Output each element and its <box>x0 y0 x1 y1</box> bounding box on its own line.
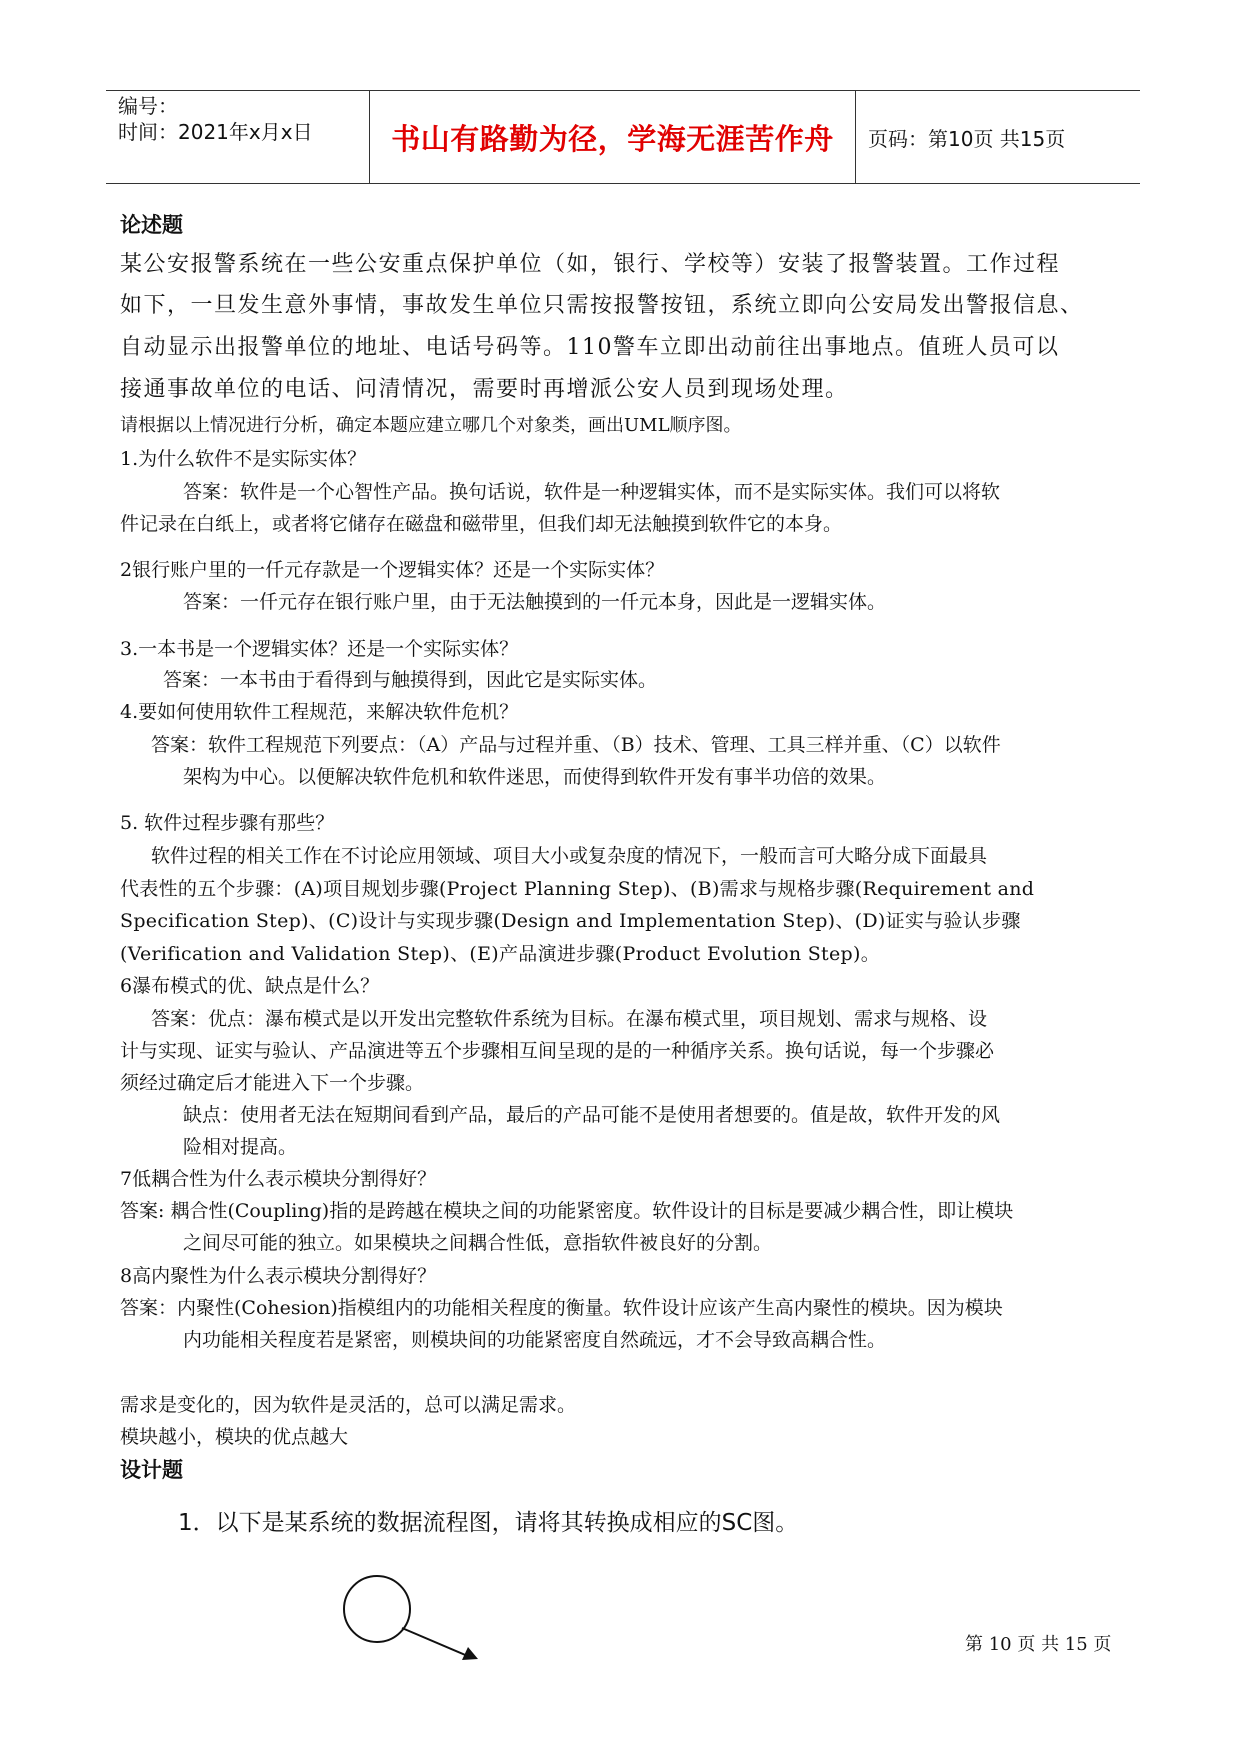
answer-line: 软件过程的相关工作在不讨论应用领域、项目大小或复杂度的情况下，一般而言可大略分成下面最具 <box>151 845 988 867</box>
dfd-fragment <box>340 1570 490 1660</box>
number-label: 编号： <box>118 94 178 118</box>
answer-line: 须经过确定后才能进入下一个步骤。 <box>120 1072 425 1094</box>
section-title-design: 设计题 <box>120 1458 183 1482</box>
answer-line: 计与实现、证实与验认、产品演进等五个步骤相互间呈现的是的一种循序关系。换句话说，每一个步骤必 <box>120 1040 995 1062</box>
answer-line: 答案：内聚性(Cohesion)指模组内的功能相关程度的衡量。软件设计应该产生高内聚性的模块。因为模块 <box>120 1297 1003 1319</box>
time-label: 时间：2021年x月x日 <box>118 120 313 144</box>
question-4: 4.要如何使用软件工程规范，来解决软件危机？ <box>120 701 519 723</box>
answer-line: 之间尽可能的独立。如果模块之间耦合性低，意指软件被良好的分割。 <box>183 1232 773 1254</box>
page-footer: 第 10 页 共 15 页 <box>965 1634 1112 1655</box>
answer-line: 答案：软件工程规范下列要点：（A）产品与过程并重、（B）技术、管理、工具三样并重、（C）以软件 <box>151 734 1001 756</box>
question-3: 3.一本书是一个逻辑实体？还是一个实际实体？ <box>120 638 519 660</box>
answer-line: 件记录在白纸上，或者将它储存在磁盘和磁带里，但我们却无法触摸到软件它的本身。 <box>120 513 843 535</box>
answer-line: Specification Step)、(C)设计与实现步骤(Design and Implementation Step)、(D)证实与验认步骤 <box>120 910 1021 932</box>
section-title-essay: 论述题 <box>120 213 183 237</box>
answer-line: 答案：软件是一个心智性产品。换句话说，软件是一种逻辑实体，而不是实际实体。我们可以将软 <box>183 481 1001 503</box>
answer-line: 内功能相关程度若是紧密，则模块间的功能紧密度自然疏远，才不会导致高耦合性。 <box>183 1329 887 1351</box>
question-6: 6瀑布模式的优、缺点是什么？ <box>120 975 380 997</box>
flow-arrow-line <box>402 1628 470 1657</box>
question-5: 5. 软件过程步骤有那些？ <box>120 812 335 834</box>
answer-line: 险相对提高。 <box>183 1136 298 1158</box>
page-header <box>106 90 1140 184</box>
answer-line: 架构为中心。以便解决软件危机和软件迷思，而使得到软件开发有事半功倍的效果。 <box>183 766 887 788</box>
answer-line: 代表性的五个步骤：(A)项目规划步骤(Project Planning Step)、(B)需求与规格步骤(Requirement and <box>120 878 1035 900</box>
answer-line: 答案: 耦合性(Coupling)指的是跨越在模块之间的功能紧密度。软件设计的目标是要减少耦合性，即让模块 <box>120 1200 1014 1222</box>
design-question-1: 1．以下是某系统的数据流程图，请将其转换成相应的SC图。 <box>178 1510 799 1536</box>
paragraph-line: 接通事故单位的电话、问清情况，需要时再增派公安人员到现场处理。 <box>120 377 849 402</box>
answer-line: 缺点：使用者无法在短期间看到产品，最后的产品可能不是使用者想要的。值是故，软件开发的风 <box>183 1104 1001 1126</box>
paragraph-line: 某公安报警系统在一些公安重点保护单位（如，银行、学校等）安装了报警装置。工作过程 <box>120 252 1061 277</box>
paragraph-line: 如下，一旦发生意外事情，事故发生单位只需按报警按钮，系统立即向公安局发出警报信息、 <box>120 293 1084 318</box>
question-8: 8高内聚性为什么表示模块分割得好？ <box>120 1265 437 1287</box>
question-7: 7低耦合性为什么表示模块分割得好？ <box>120 1168 437 1190</box>
paragraph-line: 自动显示出报警单位的地址、电话号码等。110警车立即出动前往出事地点。值班人员可以 <box>120 335 1060 360</box>
answer-line: 答案：优点：瀑布模式是以开发出完整软件系统为目标。在瀑布模式里，项目规划、需求与规格、设 <box>151 1008 988 1030</box>
process-circle <box>344 1576 410 1642</box>
paragraph-line: 请根据以上情况进行分析，确定本题应建立哪几个对象类，画出UML顺序图。 <box>120 415 742 436</box>
answer-line: 答案：一本书由于看得到与触摸得到，因此它是实际实体。 <box>163 669 658 691</box>
question-2: 2银行账户里的一仟元存款是一个逻辑实体？还是一个实际实体？ <box>120 559 665 581</box>
flow-arrow-head <box>462 1647 478 1660</box>
question-1: 1.为什么软件不是实际实体？ <box>120 448 367 470</box>
note-line: 需求是变化的，因为软件是灵活的，总可以满足需求。 <box>120 1394 577 1416</box>
answer-line: (Verification and Validation Step)、(E)产品演进步骤(Product Evolution Step)。 <box>120 943 880 965</box>
note-line: 模块越小，模块的优点越大 <box>120 1426 349 1448</box>
header-meta <box>106 91 370 183</box>
answer-line: 答案：一仟元存在银行账户里，由于无法触摸到的一仟元本身，因此是一逻辑实体。 <box>183 591 887 613</box>
page-label: 页码：第10页 共15页 <box>868 126 1066 151</box>
motto: 书山有路勤为径，学海无涯苦作舟 <box>370 91 856 183</box>
